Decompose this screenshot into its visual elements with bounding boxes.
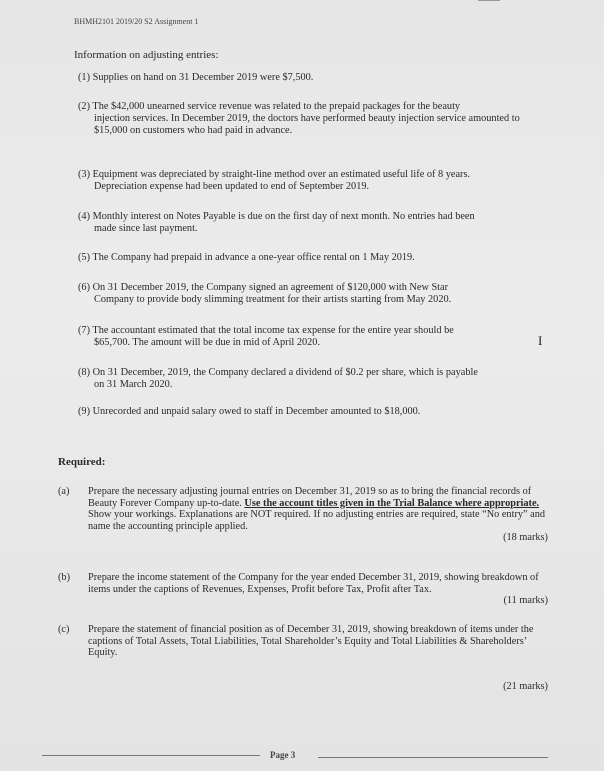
list-item: (3) Equipment was depreciated by straight-line method over an estimated useful life of 8 years. Depreciation expense had been updated to end of September 2019. [78,169,471,192]
top-edge-mark [478,0,500,4]
list-item: (2) The $42,000 unearned service revenue was related to the prepaid packages for the beauty injection services. In December 2019, the doctors have performed beauty injection service amounted to $15,000 on customers who had paid in advance. [78,101,520,136]
list-item: (6) On 31 December 2019, the Company signed an agreement of $120,000 with New Star Company to provide body slimming treatment for their artists starting from May 2020. [78,282,452,305]
footer-rule-right [318,757,548,758]
requirement-a: (a) Prepare the necessary adjusting journal entries on December 31, 2019 so as to bring the financial records of Beauty Forever Company up-to-date. Use the account titles given in the Trial Balance where appropriate. Show your workings. Explanations are NOT required. If no adjusting entries are required, state “No entry” and name the accounting principle applied. (18 marks) [58,486,548,543]
list-item: (9) Unrecorded and unpaid salary owed to staff in December amounted to $18,000. [78,406,421,417]
list-item: (7) The accountant estimated that the total income tax expense for the entire year should be $65,700. The amount will be due in mid of April 2020. [78,325,454,348]
requirement-b: (b) Prepare the income statement of the Company for the year ended December 31, 2019, showing breakdown of items under the captions of Revenues, Expenses, Profit before Tax, Profit after Tax. (11 marks) [58,572,548,606]
info-title: Information on adjusting entries: [74,49,219,61]
requirement-c: (c) Prepare the statement of financial position as of December 31, 2019, showing breakdown of items under the captions of Total Assets, Total Liabilities, Total Shareholder’s Equity and Total Liabilities & Shareholders’ Equity. (21 marks) [58,624,548,692]
page-number: Page 3 [270,750,296,760]
list-item: (1) Supplies on hand on 31 December 2019 were $7,500. [78,72,314,83]
list-item: (5) The Company had prepaid in advance a one-year office rental on 1 May 2019. [78,252,415,263]
required-title: Required: [58,456,106,468]
list-item: (8) On 31 December, 2019, the Company declared a dividend of $0.2 per share, which is payable on 31 March 2020. [78,367,478,390]
footer-rule-left [42,755,260,756]
text-cursor-icon: I [538,333,543,348]
page-header: BHMH2101 2019/20 S2 Assignment 1 [74,17,199,26]
list-item: (4) Monthly interest on Notes Payable is due on the first day of next month. No entries had been made since last payment. [78,211,475,234]
